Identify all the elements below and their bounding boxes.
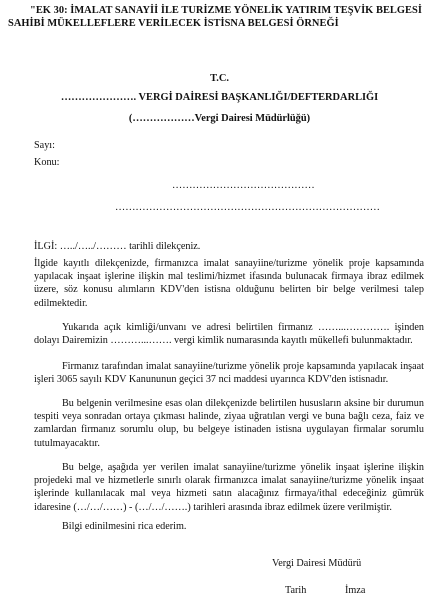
signature-sign-label: İmza <box>345 585 366 596</box>
paragraph-4: Bu belgenin verilmesine esas olan dilekçenizde belirtilen hususların aksine bir durumun tespiti veya sonradan ortaya çıkması halinde, ziyaa uğratılan vergi ve buna bağlı ceza, faiz ve zamlardan firmanız sorumlu olup, bu belgeye istinaden istisna uygulayan firmalar sorumlu tutulmayacaktır. <box>34 398 424 449</box>
paragraph-1: İlgide kayıtlı dilekçenizde, firmanızca imalat sanayiine/turizme yönelik proje kapsamında yapılacak inşaat işlerine ilişkin mal teslimi/hizmet ifasında bulunacak firmaya ibraz edilmek üzere, söz konusu alımların KDV'den istisna olduğunu belirten bir belge verilmesi talep edilmektedir. <box>34 258 424 309</box>
title-sub-office: (………………Vergi Dairesi Müdürlüğü) <box>128 113 311 124</box>
signature-date-label: Tarih <box>285 585 307 596</box>
field-sayi-label: Sayı: <box>34 140 55 151</box>
title-office: …………………. VERGİ DAİRESİ BAŞKANLIĞI/DEFTERDARLIĞI <box>60 92 379 103</box>
title-tc: T.C. <box>210 73 229 84</box>
signature-role: Vergi Dairesi Müdürü <box>272 558 362 569</box>
header-line-2: SAHİBİ MÜKELLEFLERE VERİLECEK İSTİSNA BELGESİ ÖRNEĞİ <box>8 18 339 29</box>
ilgi-line: İLGİ: …../…../……… tarihli dilekçeniz. <box>34 241 201 252</box>
field-konu-label: Konu: <box>34 157 60 168</box>
field-dots-line-1: …………………………………… <box>172 180 315 191</box>
paragraph-6: Bilgi edinilmesini rica ederim. <box>62 521 187 532</box>
paragraph-5: Bu belge, aşağıda yer verilen imalat sanayiine/turizme yönelik inşaat işlerine ilişkin projedeki mal ve hizmetlerle sınırlı olarak firmanızca imalat sanayiine/turizme yönelik inşaat işlerinde kullanılacak mal veya hizmeti satın alacağınız firmaya/ithal edeceğiniz gümrük idaresine (…/…/……) - (…/…/…….) tarihleri arasında ibraz edilmek üzere verilmiştir. <box>34 462 424 513</box>
paragraph-2: Yukarıda açık kimliği/unvanı ve adresi belirtilen firmanız ……...…………. işinden dolayı Dairemizin ………...……. vergi kimlik numarasında kayıtlı mükellefi bulunmaktadır. <box>34 322 424 347</box>
paragraph-3: Firmanız tarafından imalat sanayiine/turizme yönelik proje kapsamında yapılacak inşaat işleri 3065 sayılı KDV Kanununun geçici 37 nci maddesi uyarınca KDV'den istisnadır. <box>34 361 424 386</box>
header-line-1: "EK 30: İMALAT SANAYİİ İLE TURİZME YÖNELİK YATIRIM TEŞVİK BELGESİ <box>30 5 422 16</box>
field-dots-line-2: …………………………………………………………………… <box>115 202 380 213</box>
